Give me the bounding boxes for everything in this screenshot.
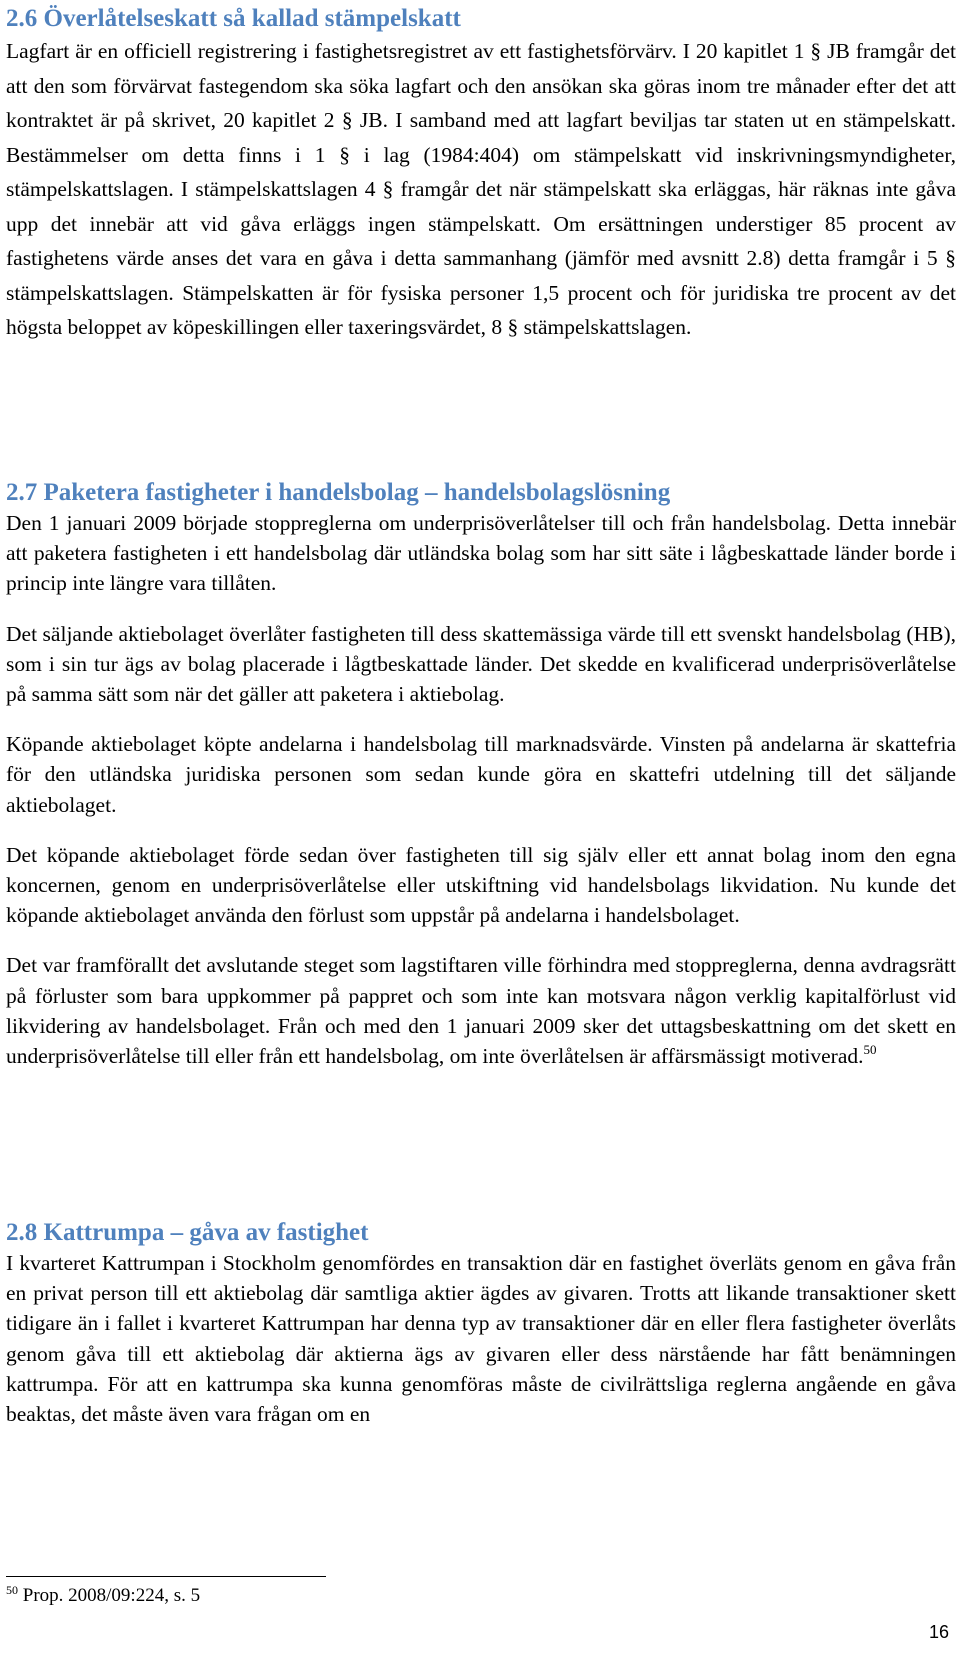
- section-heading: 2.7 Paketera fastigheter i handelsbolag – handelsbolagslösning: [6, 479, 671, 506]
- footnote: [6, 1584, 200, 1608]
- section-2-6: [6, 4, 956, 345]
- section-heading: 2.8 Kattrumpa – gåva av fastighet: [6, 1219, 369, 1246]
- paragraph: Köpande aktiebolaget köpte andelarna i handelsbolag till marknadsvärde. Vinsten på andelarna är skattefria för den utländska juridiska personen som sedan kunde göra en skattefri utdelning till det säljande aktiebolaget.: [6, 732, 956, 817]
- footnote-separator: [6, 1576, 326, 1577]
- section-2-8: [6, 1218, 956, 1429]
- paragraph: Det säljande aktiebolaget överlåter fastigheten till dess skattemässiga värde till ett svenskt handelsbolag (HB), som i sin tur ägs av bolag placerade i lågtbeskattade länder. Det skedde en kvalificerad underprisöverlåtelse på samma sätt som när det gäller att paketera i aktiebolag.: [6, 621, 956, 707]
- paragraph-text: Det var framförallt det avslutande steget som lagstiftaren ville förhindra med stoppreglerna, denna avdragsrätt på förluster som bara uppkommer på pappret och som inte kan motsvara någon verklig kapitalförlust vid likvidering av handelsbolaget. Från och med den 1 januari 2009 sker det uttagsbeskattning om det skett en underprisöverlåtelse till eller från ett handelsbolag, om inte överlåtelsen är affärsmässigt motiverad.: [6, 953, 956, 1069]
- paragraph: Det köpande aktiebolaget förde sedan över fastigheten till sig själv eller ett annat bolag inom den egna koncernen, genom en underprisöverlåtelse eller utskiftning vid handelsbolags likvidation. Nu kunde det köpande aktiebolaget använda den förlust som uppstår på andelarna i handelsbolaget.: [6, 842, 956, 928]
- footnote-number: 50: [6, 1583, 18, 1597]
- paragraph: Lagfart är en officiell registrering i fastighetsregistret av ett fastighetsförvärv. I 20 kapitlet 1 § JB framgår det att den som förvärvat fastegendom ska söka lagfart och den ansökan ska göras inom tre månader efter det att kontraktet är på skrivet, 20 kapitlet 2 § JB. I samband med att lagfart beviljas tar staten ut en stämpelskatt. Bestämmelser om detta finns i 1 § i lag (1984:404) om stämpelskatt vid inskrivningsmyndigheter, stämpelskattslagen. I stämpelskattslagen 4 § framgår det när stämpelskatt ska erläggas, här räknas inte gåva upp det innebär att vid gåva erläggs ingen stämpelskatt. Om ersättningen understiger 85 procent av fastighetens värde anses det vara en gåva i detta sammanhang (jämför med avsnitt 2.8) detta framgår i 5 § stämpelskattslagen. Stämpelskatten är för fysiska personer 1,5 procent och för juridiska tre procent av det högsta beloppet av köpeskillingen eller taxeringsvärdet, 8 § stämpelskattslagen.: [6, 39, 956, 339]
- footnote-text: Prop. 2008/09:224, s. 5: [18, 1585, 201, 1606]
- section-heading: 2.6 Överlåtelseskatt så kallad stämpelskatt: [6, 5, 461, 32]
- paragraph: [6, 950, 956, 1071]
- paragraph: I kvarteret Kattrumpan i Stockholm genomfördes en transaktion där en fastighet överläts genom en gåva från en privat person till ett aktiebolag där samtliga aktier ägdes av givaren. Trotts att likande transaktioner skett tidigare än i fallet i kvarteret Kattrumpan har denna typ av transaktioner där en eller flera fastigheter överlåts genom gåva till ett aktiebolag där aktierna ägs av givaren eller dess närstående har fått benämningen kattrumpa. För att en kattrumpa ska kunna genomföras måste de civilrättsliga reglerna angående en gåva beaktas, det måste även vara frågan om en: [6, 1251, 956, 1427]
- paragraph: Den 1 januari 2009 började stoppreglerna om underprisöverlåtelser till och från handelsbolag. Detta innebär att paketera fastigheten i ett handelsbolag där utländska bolag som har sitt säte i lågbeskattade länder borde i princip inte längre vara tillåten.: [6, 511, 956, 596]
- page-number: 16: [928, 1622, 949, 1642]
- footnote-ref[interactable]: 50: [863, 1042, 877, 1058]
- section-2-7: [6, 478, 956, 1071]
